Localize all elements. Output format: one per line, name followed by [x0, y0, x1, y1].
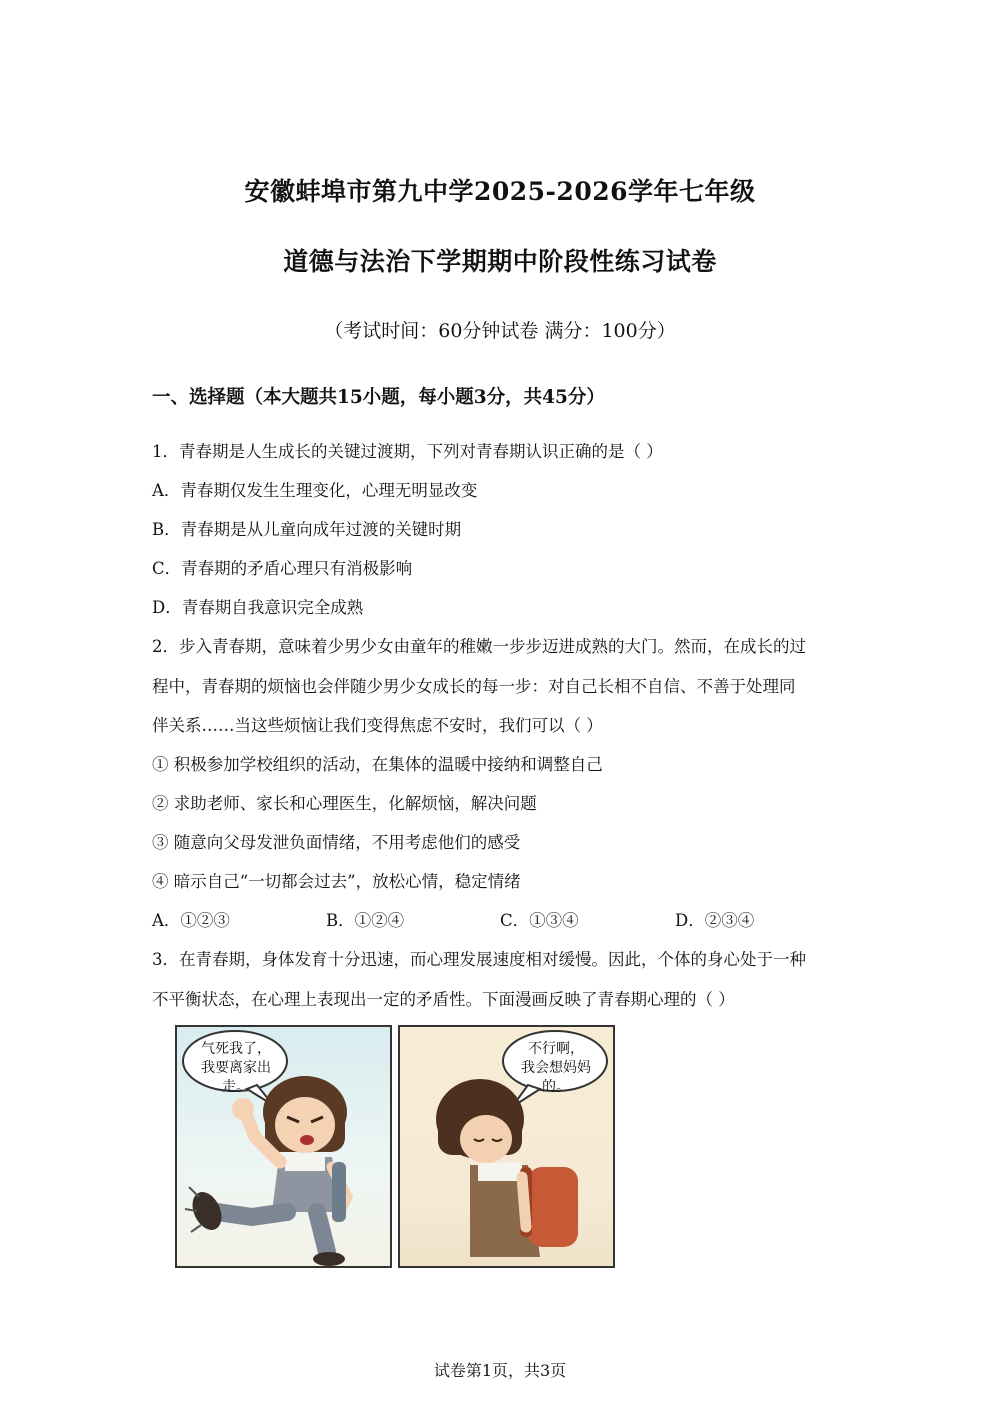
- comic-panel-right: [398, 1025, 615, 1268]
- title-line-1: 安徽蚌埠市第九中学2025-2026学年七年级: [244, 177, 756, 206]
- q1-option-c: C．青春期的矛盾心理只有消极影响: [152, 559, 413, 578]
- q2-statement-1: ① 积极参加学校组织的活动，在集体的温暖中接纳和调整自己: [152, 755, 603, 774]
- q3-stem-line-1: 3．在青春期，身体发育十分迅速，而心理发展速度相对缓慢。因此，个体的身心处于一种: [152, 950, 806, 969]
- comic-right-speech: [508, 1040, 604, 1097]
- q2-statement-4: ④ 暗示自己“一切都会过去”，放松心情，稳定情绪: [152, 872, 521, 891]
- q2-option-a: A．①②③: [152, 911, 230, 930]
- q2-option-d: D．②③④: [675, 911, 755, 930]
- exam-info: （考试时间：60分钟试卷 满分：100分）: [324, 320, 676, 342]
- section-heading: 一、选择题（本大题共15小题，每小题3分，共45分）: [152, 387, 605, 408]
- comic-panel-left: [175, 1025, 392, 1268]
- page-footer: 试卷第1页，共3页: [433, 1361, 567, 1380]
- q2-option-b: B．①②④: [326, 911, 405, 930]
- comic-left-speech-line-2: 我要离家出走。: [201, 1060, 271, 1095]
- comic-right-speech-line-1: 不行啊，: [528, 1041, 584, 1057]
- q2-stem-line-1: 2．步入青春期，意味着少男少女由童年的稚嫩一步步迈进成熟的大门。然而，在成长的过: [152, 637, 806, 656]
- q1-stem: 1．青春期是人生成长的关键过渡期，下列对青春期认识正确的是（ ）: [152, 442, 663, 461]
- q3-stem-line-2: 不平衡状态，在心理上表现出一定的矛盾性。下面漫画反映了青春期心理的（ ）: [152, 990, 735, 1009]
- q2-statement-2: ② 求助老师、家长和心理医生，化解烦恼，解决问题: [152, 794, 537, 813]
- comic-left-speech: [189, 1040, 283, 1097]
- q1-option-d: D．青春期自我意识完全成熟: [152, 598, 364, 617]
- q2-stem-line-2: 程中，青春期的烦恼也会伴随少男少女成长的每一步：对自己长相不自信、不善于处理同: [152, 677, 796, 696]
- comic-illustration: [175, 1025, 615, 1270]
- comic-left-speech-line-1: 气死我了，: [201, 1041, 271, 1057]
- comic-right-speech-line-2: 我会想妈妈的。: [521, 1060, 591, 1095]
- q2-stem-line-3: 伴关系……当这些烦恼让我们变得焦虑不安时，我们可以（ ）: [152, 716, 603, 735]
- q1-option-a: A．青春期仅发生生理变化，心理无明显改变: [152, 481, 478, 500]
- title-line-2: 道德与法治下学期期中阶段性练习试卷: [283, 247, 717, 276]
- q1-option-b: B．青春期是从儿童向成年过渡的关键时期: [152, 520, 462, 539]
- q2-option-c: C．①③④: [500, 911, 579, 930]
- q2-statement-3: ③ 随意向父母发泄负面情绪，不用考虑他们的感受: [152, 833, 521, 852]
